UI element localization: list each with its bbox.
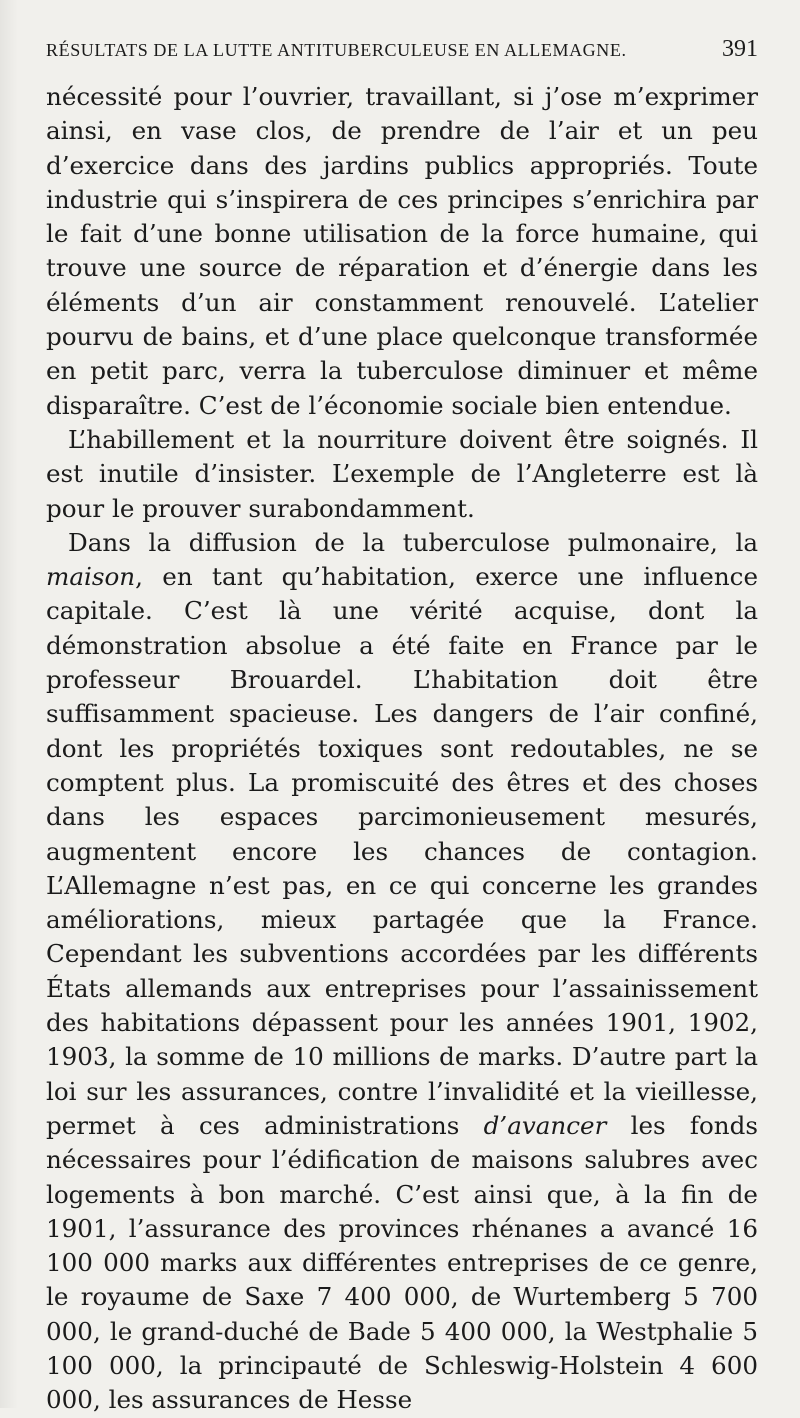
paragraph-habillement: L’habillement et la nourriture doivent être soignés. Il est inutile d’insister. L’exemple de l’Angleterre est là pour le prouver surabondamment. xyxy=(46,424,758,523)
paragraph-maison-text-after: les fonds nécessaires pour l’édification de maisons salubres avec logements à bon marché. C’est ainsi que, à la fin de 1901, l’assurance des provinces rhénanes a avancé 16 100 000 marks aux différentes entreprises de ce genre, le royaume de Saxe 7 400 000, de Wurtemberg 5 700 000, le grand-duché de Bade 5 400 000, la Westphalie 5 100 000, la principauté de Schleswig-Holstein 4 600 000, les assurances de Hesse xyxy=(46,1110,758,1415)
paragraph-maison xyxy=(46,526,758,1418)
paragraph-maison-text-before: Dans la diffusion de la tuberculose pulmonaire, la xyxy=(68,527,758,557)
page-header xyxy=(46,36,758,80)
page-number: 391 xyxy=(722,36,758,62)
italic-word-avancer: d’avancer xyxy=(483,1110,607,1140)
body-text xyxy=(46,80,758,1418)
paragraph-continuation: nécessité pour l’ouvrier, travaillant, si j’ose m’exprimer ainsi, en vase clos, de prendre de l’air et un peu d’exercice dans des jardins publics appropriés. Toute industrie qui s’inspirera de ces principes s’enrichira par le fait d’une bonne utilisation de la force humaine, qui trouve une source de réparation et d’énergie dans les éléments d’un air constamment renouvelé. L’atelier pourvu de bains, et d’une place quelconque transformée en petit parc, verra la tuberculose diminuer et même disparaître. C’est de l’économie sociale bien entendue. xyxy=(46,82,758,420)
paragraph-maison-text-middle: , en tant qu’habitation, exerce une influence capitale. C’est là une vérité acquise, dont la démonstration absolue a été faite en France par le professeur Brouardel. L’habitation doit être suffisamment spacieuse. Les dangers de l’air confiné, dont les propriétés toxiques sont redoutables, ne se comptent plus. La promiscuité des êtres et des choses dans les espaces parcimonieusement mesurés, augmentent encore les chances de contagion. L’Allemagne n’est pas, en ce qui concerne les grandes améliorations, mieux partagée que la France. Cependant les subventions accordées par les différents États allemands aux entreprises pour l’assainissement des habitations dépassent pour les années 1901, 1902, 1903, la somme de 10 millions de marks. D’autre part la loi sur les assurances, contre l’invalidité et la vieillesse, permet à ces administrations xyxy=(46,562,758,1140)
running-title: RÉSULTATS DE LA LUTTE ANTITUBERCULEUSE EN ALLEMAGNE. xyxy=(46,40,627,60)
italic-word-maison: maison xyxy=(46,562,136,592)
